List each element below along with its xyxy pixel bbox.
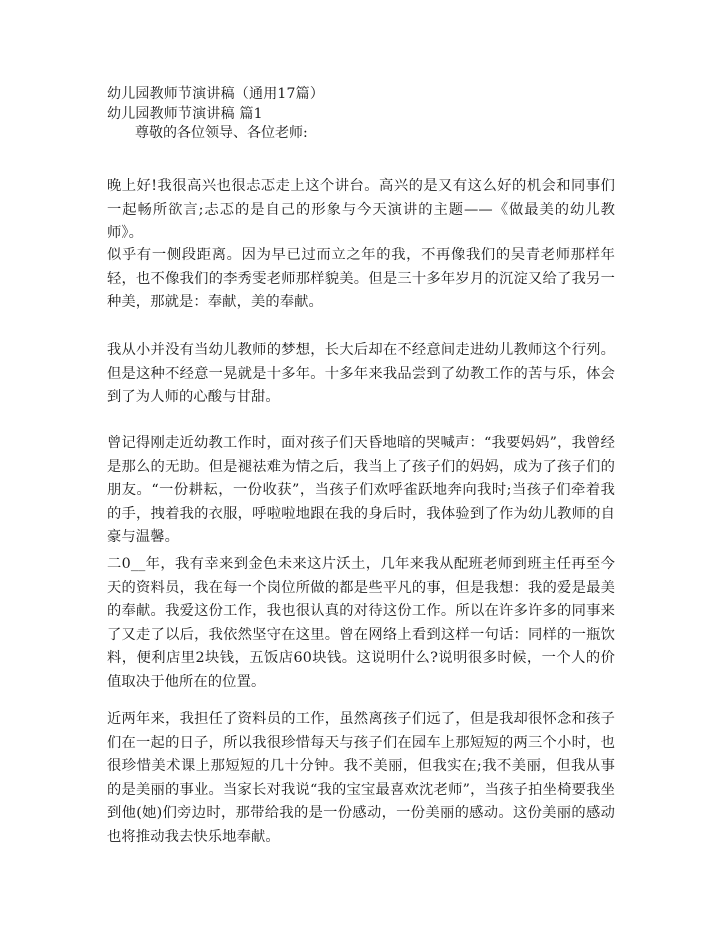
paragraph-6: 近两年来，我担任了资料员的工作，虽然离孩子们远了，但是我却很怀念和孩子们在一起的日子，所以我很珍惜每天与孩子们在园车上那短短的两三个小时，也很珍惜美术课上那短短的几十分钟。我不美丽，但我实在;我不美丽，但我从事的是美丽的事业。当家长对我说“我的宝宝最喜欢沈老师”，当孩子拍坐椅要我坐到他(她)们旁边时，那带给我的是一份感动，一份美丽的感动。这份美丽的感动也将推动我去快乐地奉献。: [107, 711, 615, 845]
section-heading: 幼儿园教师节演讲稿 篇1: [107, 106, 263, 122]
paragraph-2: 似乎有一侧段距离。因为早已过而立之年的我，不再像我们的吴青老师那样年轻，也不像我们的李秀雯老师那样貌美。但是三十多年岁月的沉淀又给了我另一种美，那就是：奉献，美的奉献。: [107, 247, 615, 311]
paragraph-3: 我从小并没有当幼儿教师的梦想，长大后却在不经意间走进幼儿教师这个行列。但是这种不经意一晃就是十多年。十多年来我品尝到了幼教工作的苦与乐，体会到了为人师的心酸与甘甜。: [107, 342, 615, 406]
paragraph-1: 晚上好!我很高兴也很忐忑走上这个讲台。高兴的是又有这么好的机会和同事们一起畅所欲言;忐忑的是自己的形象与今天演讲的主题——《做最美的幼儿教师》。: [107, 178, 615, 242]
paragraph-4: 曾记得刚走近幼教工作时，面对孩子们天昏地暗的哭喊声：“我要妈妈”，我曾经是那么的无助。但是褪祛难为情之后，我当上了孩子们的妈妈，成为了孩子们的朋友。“一份耕耘，一份收获”，当孩子们欢呼雀跃地奔向我时;当孩子们牵着我的手，拽着我的衣服，呼啦啦地跟在我的身后时，我体验到了作为幼儿教师的自豪与温馨。: [107, 435, 615, 546]
document-title: 幼儿园教师节演讲稿（通用17篇）: [107, 86, 325, 102]
paragraph-5: 二0__年，我有幸来到金色未来这片沃土，几年来我从配班老师到班主任再至今天的资料员，我在每一个岗位所做的都是些平凡的事，但是我想：我的爱是最美的奉献。我爱这份工作，我也很认真的对待这份工作。所以在许多许多的同事来了又走了以后，我依然坚守在这里。曾在网络上看到这样一句话：同样的一瓶饮料，便利店里2块钱，五饭店60块钱。这说明什么?说明很多时候，一个人的价值取决于他所在的位置。: [107, 556, 615, 690]
salutation: 尊敬的各位领导、各位老师:: [135, 125, 308, 141]
